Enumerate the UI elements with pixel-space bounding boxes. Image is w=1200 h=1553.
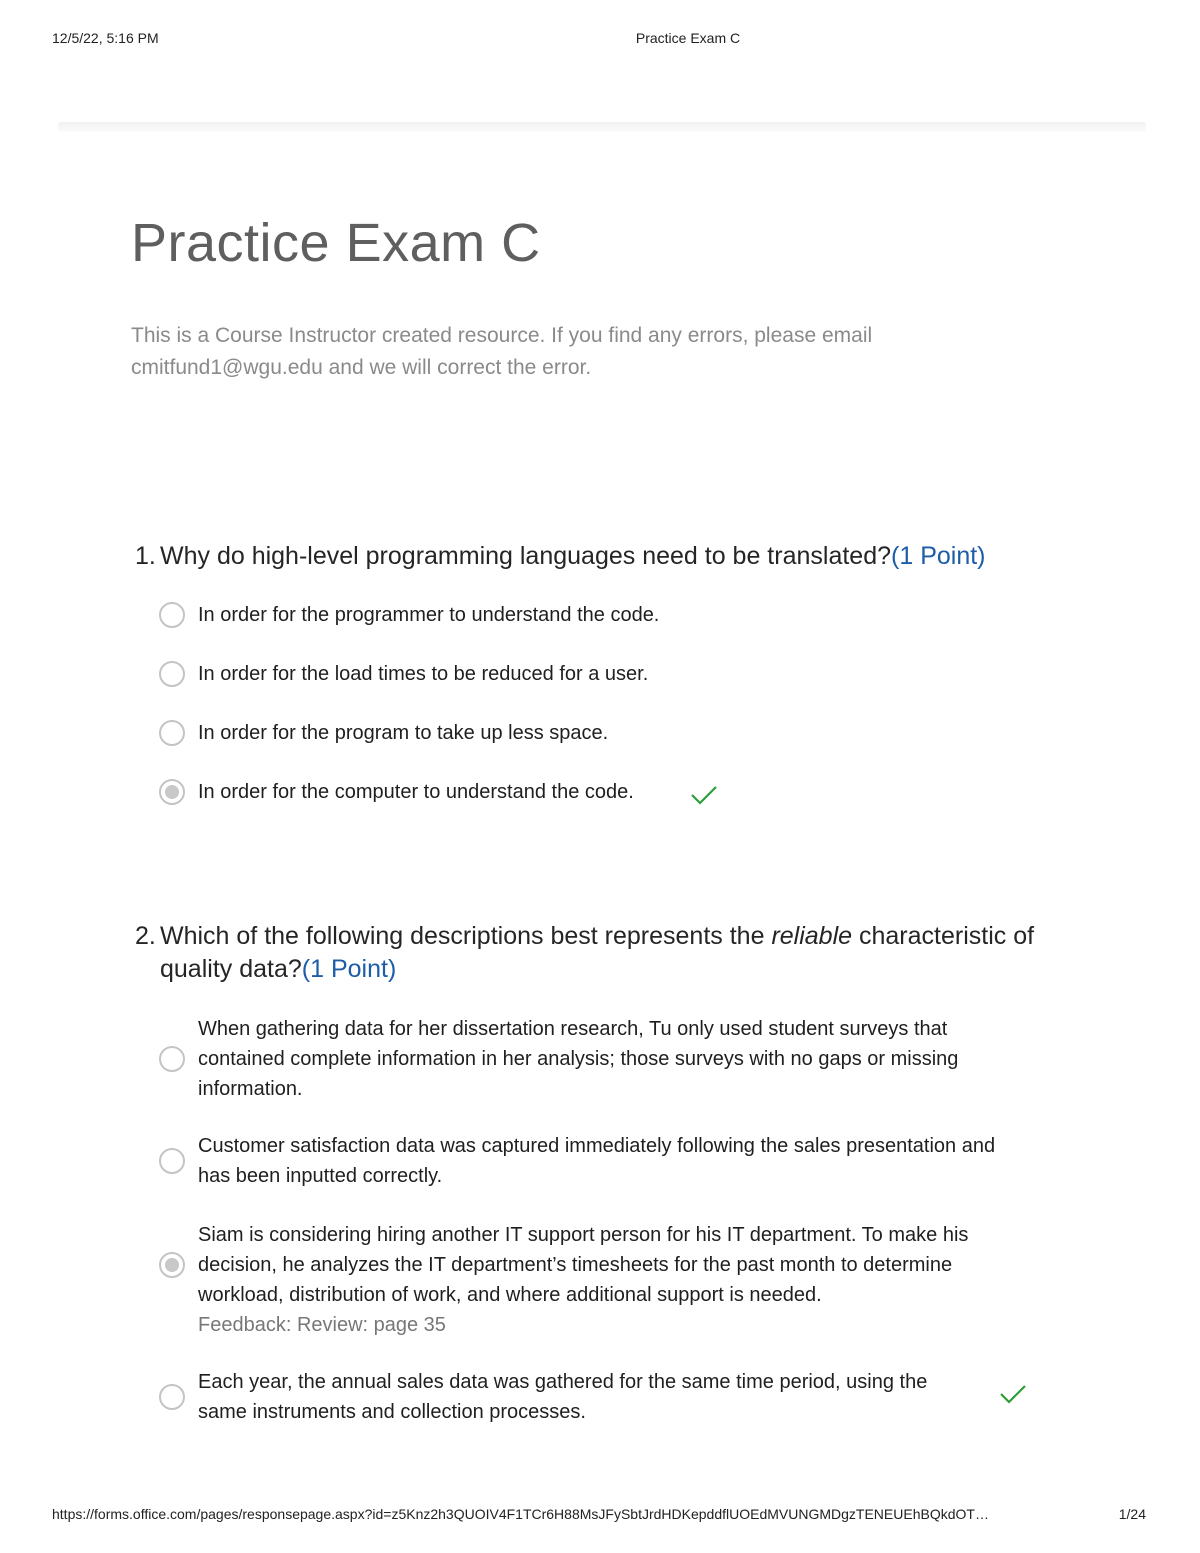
page-number: 1/24 bbox=[1118, 1506, 1146, 1522]
question-text: Why do high-level programming languages need to be translated?(1 Point) bbox=[160, 542, 986, 570]
option-text: Siam is considering hiring another IT support person for his IT department. To make his decision, he analyzes the IT department’s timesheets for the past month to determine workload, distribution of work, and where additional support is needed. bbox=[198, 1224, 969, 1306]
option-text: In order for the program to take up less space. bbox=[198, 722, 609, 744]
answer-option-selected[interactable] bbox=[159, 1220, 1039, 1340]
answer-option[interactable] bbox=[159, 659, 1039, 689]
question-number: 1. bbox=[135, 542, 156, 570]
option-text: In order for the computer to understand the code. bbox=[198, 781, 634, 803]
print-url: https://forms.office.com/pages/responsepage.aspx?id=z5Knz2h3QUOIV4F1TCr6H88MsJFySbtJrdHDKepddflUOEdMVUNGMDgzTENEUEhBQkdOT… bbox=[52, 1506, 989, 1522]
question-title bbox=[135, 920, 1065, 986]
radio-icon[interactable] bbox=[159, 1384, 185, 1410]
question-number: 2. bbox=[135, 922, 156, 950]
radio-icon[interactable] bbox=[159, 1148, 185, 1174]
emphasis-word: reliable bbox=[771, 922, 853, 950]
radio-icon[interactable] bbox=[159, 602, 185, 628]
question-points: (1 Point) bbox=[891, 542, 986, 570]
option-body bbox=[198, 1220, 1028, 1340]
question-title bbox=[135, 540, 1065, 573]
radio-icon[interactable] bbox=[159, 720, 185, 746]
print-title: Practice Exam C bbox=[635, 30, 741, 46]
option-text: In order for the programmer to understand the code. bbox=[198, 604, 660, 626]
option-text: Customer satisfaction data was captured immediately following the sales presentation and has been inputted correctly. bbox=[198, 1135, 996, 1187]
option-text: In order for the load times to be reduced for a user. bbox=[198, 663, 649, 685]
feedback-text: Feedback: Review: page 35 bbox=[198, 1314, 446, 1336]
radio-icon[interactable] bbox=[159, 1046, 185, 1072]
print-date: 12/5/22, 5:16 PM bbox=[52, 30, 159, 46]
answer-option[interactable] bbox=[159, 600, 1039, 630]
answer-option[interactable] bbox=[159, 718, 1039, 748]
option-text: When gathering data for her dissertation research, Tu only used student surveys that contained complete information in her analysis; those surveys with no gaps or missing information. bbox=[198, 1018, 959, 1100]
answer-option[interactable] bbox=[159, 1131, 1039, 1191]
answer-option[interactable] bbox=[159, 1014, 1039, 1104]
question-text: Which of the following descriptions best represents the reliable characteristic of quality data?(1 Point) bbox=[160, 922, 1035, 983]
question-1 bbox=[135, 540, 1065, 803]
form-title: Practice Exam C bbox=[131, 213, 541, 273]
radio-selected-icon[interactable] bbox=[159, 779, 185, 805]
radio-selected-icon[interactable] bbox=[159, 1252, 185, 1278]
checkmark-icon bbox=[999, 1383, 1027, 1405]
form-header-bar bbox=[58, 122, 1146, 132]
question-points: (1 Point) bbox=[301, 955, 397, 983]
question-2 bbox=[135, 920, 1065, 1423]
option-text: Each year, the annual sales data was gathered for the same time period, using the same instruments and collection processes. bbox=[198, 1371, 928, 1423]
checkmark-icon bbox=[690, 784, 718, 806]
form-description: This is a Course Instructor created resource. If you find any errors, please email cmitfund1@wgu.edu and we will correct the error. bbox=[131, 324, 873, 379]
answer-option[interactable] bbox=[159, 1367, 1039, 1427]
answer-option-selected[interactable] bbox=[159, 777, 1039, 807]
radio-icon[interactable] bbox=[159, 661, 185, 687]
print-header bbox=[0, 30, 1200, 50]
